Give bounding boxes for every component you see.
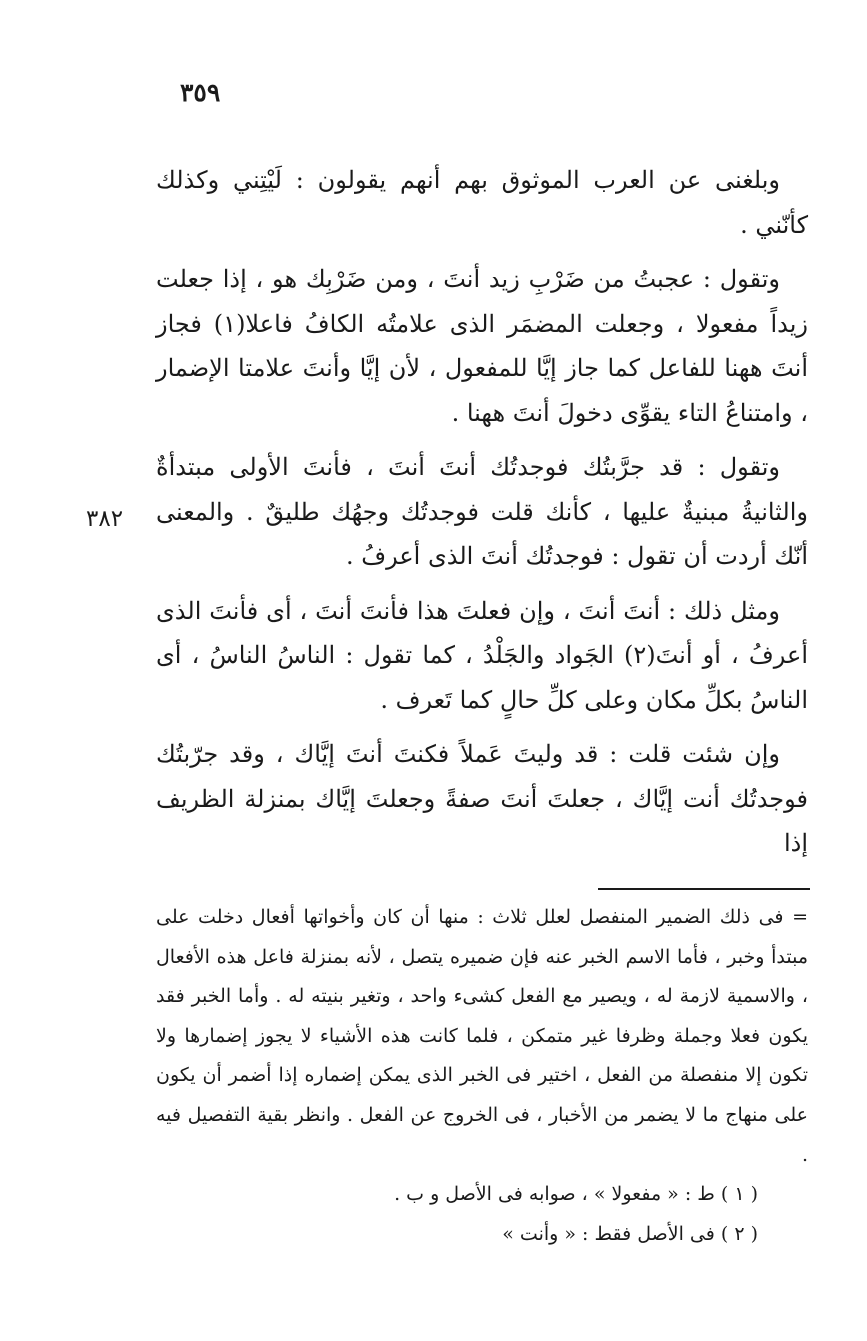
footnote-1: ( ١ ) ط : « مفعولا » ، صوابه فى الأصل و ب . — [394, 1183, 758, 1206]
paragraph: وتقول : قد جرَّبتُك فوجدتُك أنتَ أنتَ ، فأنتَ الأولى مبتدأةٌ والثانيةُ مبنيةٌ عليها ، كأنك قلت فوجدتُك وجهُك طليقٌ . والمعنى أنّك أردت أن تقول : فوجدتُك أنتَ الذى أعرفُ . — [156, 453, 808, 570]
footnote-2: ( ٢ ) فى الأصل فقط : « وأنت » — [502, 1222, 758, 1245]
footnote-continuation: = فى ذلك الضمير المنفصل لعلل ثلاث : منها أن كان وأخواتها أفعال دخلت على مبتدأ وخبر ، فأما الاسم الخبر عنه فإن ضميره يتصل ، لأنه بمنزلة فاعل هذه الأفعال ، والاسمية لازمة له ، ويصير مع الفعل كشىء واحد ، وتغير بنيته له . وأما الخبر فقد يكون فعلا وجملة وظرفا غير متمكن ، فلما كانت هذه الأشياء لا يجوز إضمارها ولا تكون إلا منفصلة من الفعل ، اختير فى الخبر الذى يمكن إضماره إذا أضمر أن يكون على منهاج ما لا يضمر من الأخبار ، فى الخروج عن الفعل . وانظر بقية التفصيل فيه . — [156, 906, 808, 1166]
paragraph: وتقول : عجبتُ من ضَرْبِ زيد أنتَ ، ومن ضَرْبِك هو ، إذا جعلت زيداً مفعولا ، وجعلت المضمَر الذى علامتُه الكافُ فاعلا(١) فجاز أنتَ ههنا للفاعل كما جاز إيَّا للمفعول ، لأن إيَّا وأنتَ علامتا الإضمار ، وامتناعُ التاء يقوِّى دخولَ أنتَ ههنا . — [156, 265, 808, 427]
footnote-separator — [598, 888, 810, 890]
main-text — [156, 158, 808, 876]
page-number: ٣٥٩ — [180, 78, 221, 107]
footnotes — [156, 898, 808, 1254]
paragraph: وبلغنى عن العرب الموثوق بهم أنهم يقولون : لَيْتِني وكذلك كأنّني . — [156, 166, 808, 239]
paragraph: ومثل ذلك : أنتَ أنتَ ، وإن فعلتَ هذا فأنتَ أنتَ ، أى فأنتَ الذى أعرفُ ، أو أنتَ(٢) الجَواد والجَلْدُ ، كما تقول : الناسُ الناسُ ، أى الناسُ بكلِّ مكان وعلى كلِّ حالٍ كما تَعرف . — [156, 596, 808, 714]
margin-reference-number: ٣٨٢ — [86, 506, 124, 532]
paragraph: وإن شئت قلت : قد وليتَ عَملاً فكنتَ أنتَ إيَّاك ، وقد جرّبتُك فوجدتُك أنت إيَّاك ، جعلتَ أنتَ صفةً وجعلتَ إيَّاك بمنزلة الظريف إذا — [156, 740, 808, 857]
